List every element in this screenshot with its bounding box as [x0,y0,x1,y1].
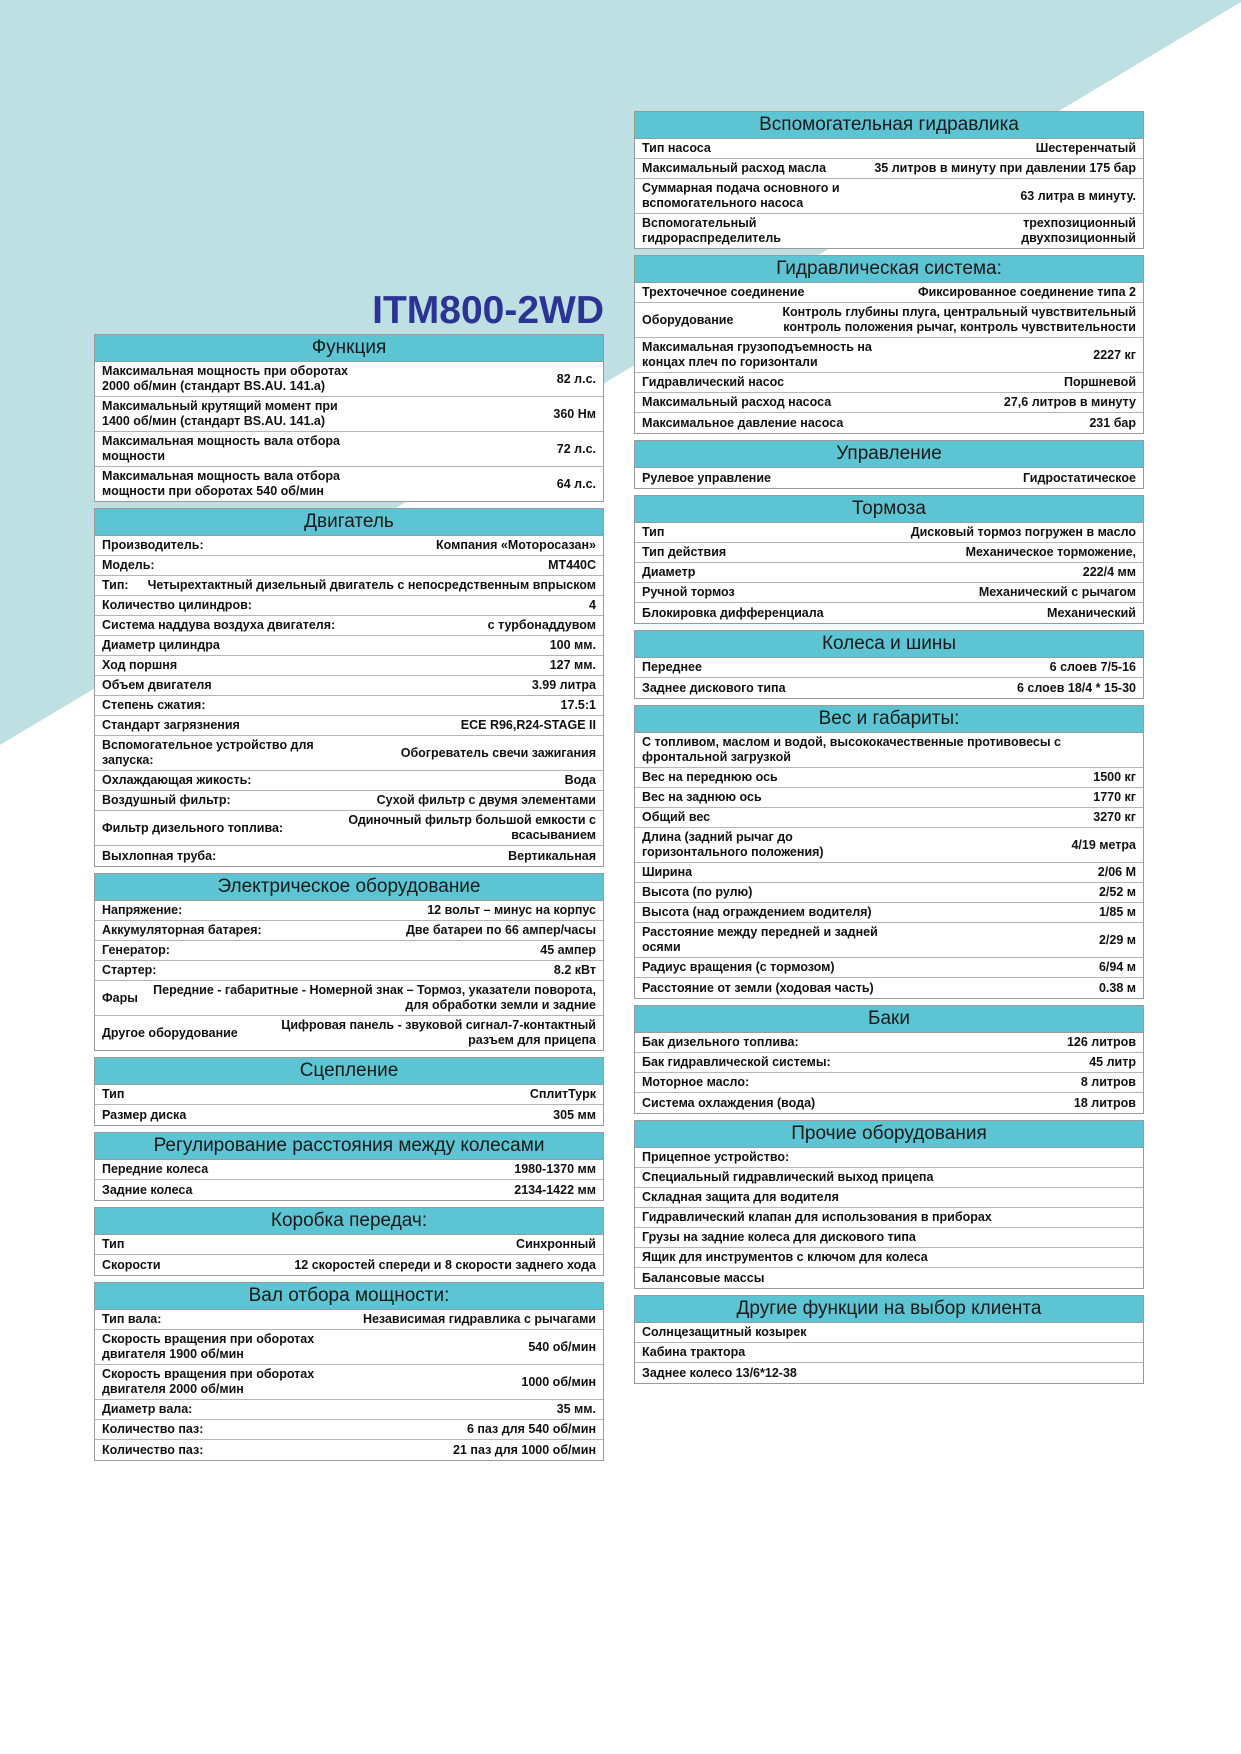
spec-label: Скорости [102,1257,161,1272]
spec-label: Тип [102,1087,125,1101]
spec-label: Тип [102,1237,125,1251]
spec-row [635,583,1143,603]
spec-label: Гидравлический насос [642,375,785,389]
spec-value: Компания «Моторосазан» [436,538,596,552]
spec-row [95,1105,603,1125]
spec-label: Система наддува воздуха двигателя: [102,618,336,632]
spec-label: Ящик для инструментов с ключом для колеса [642,1250,928,1264]
spec-value: 6 слоев 7/5-16 [1049,660,1136,674]
spec-row [95,736,603,771]
spec-row [635,903,1143,923]
spec-label: Охлаждающая жикость: [102,773,252,787]
spec-label: Максимальный расход масла [642,161,827,175]
spec-label: Максимальная мощность при оборотах 2000 об/мин (стандарт BS.AU. 141.a) [102,364,349,393]
spec-row [95,467,603,501]
section-title: Прочие оборудования [635,1121,1143,1148]
spec-row [635,393,1143,413]
spec-row [95,1330,603,1365]
spec-label: Суммарная подача основного и вспомогательного насоса [642,181,840,210]
spec-value: 6 слоев 18/4 * 15-30 [1016,680,1136,695]
spec-value: Синхронный [516,1237,596,1251]
spec-value: Механическое торможение, [965,545,1136,559]
section-title: Тормоза [635,496,1143,523]
spec-label: Количество цилиндров: [102,598,252,612]
spec-value: 3270 кг [1093,810,1136,824]
spec-row [635,1188,1143,1208]
spec-value: 27,6 литров в минуту [1003,395,1136,409]
spec-row [95,1016,603,1050]
spec-row [635,1323,1143,1343]
spec-row [95,1365,603,1400]
spec-row [95,846,603,866]
spec-label: Высота (над ограждением водителя) [642,905,872,919]
left-column [94,334,604,1467]
spec-label: Бак гидравлической системы: [642,1055,831,1069]
spec-label: Заднее колесо 13/6*12-38 [642,1365,797,1380]
spec-label: Максимальный крутящий момент при 1400 об/мин (стандарт BS.AU. 141.a) [102,399,338,428]
spec-value: Четырехтактный дизельный двигатель с непосредственным впрыском [147,578,596,592]
spec-label: Ход поршня [102,658,178,672]
spec-value: 2227 кг [1093,347,1136,362]
spec-value: Механический с рычагом [978,585,1136,599]
spec-value: 82 л.с. [556,371,596,386]
spec-value: Передние - габаритные - Номерной знак – Тормоз, указатели поворота, для обработки земли и задние [153,983,596,1012]
spec-label: Вес на переднюю ось [642,770,778,784]
spec-value: 45 литр [1089,1055,1136,1069]
spec-value: 126 литров [1066,1035,1136,1049]
spec-section [634,1295,1144,1384]
section-title: Гидравлическая система: [635,256,1143,283]
section-title: Управление [635,441,1143,468]
spec-row [635,923,1143,958]
spec-value: 2/52 м [1098,885,1136,899]
spec-row [635,1033,1143,1053]
spec-row [95,1440,603,1460]
spec-value: 127 мм. [549,658,596,672]
spec-row [95,981,603,1016]
spec-section [94,873,604,1051]
spec-label: Система охлаждения (вода) [642,1095,816,1110]
spec-label: Выхлопная труба: [102,848,217,863]
spec-row [95,1160,603,1180]
section-title: Электрическое оборудование [95,874,603,901]
spec-value: Шестеренчатый [1035,141,1136,155]
spec-label: Максимальное давление насоса [642,415,844,430]
section-title: Регулирование расстояния между колесами [95,1133,603,1160]
section-title: Сцепление [95,1058,603,1085]
spec-row [635,1228,1143,1248]
spec-label: Аккумуляторная батарея: [102,923,262,937]
spec-label: Рулевое управление [642,470,771,485]
spec-label: Воздушный фильтр: [102,793,231,807]
spec-value: ECE R96,R24-STAGE II [460,718,596,732]
spec-value: Сухой фильтр с двумя элементами [376,793,596,807]
spec-row [635,1208,1143,1228]
section-title: Функция [95,335,603,362]
spec-row [95,1420,603,1440]
spec-label: Стартер: [102,963,157,977]
spec-row [635,1168,1143,1188]
spec-value: Гидростатическое [1022,470,1136,485]
spec-label: Передние колеса [102,1162,209,1176]
spec-row [95,616,603,636]
spec-value: 12 вольт – минус на корпус [427,903,596,917]
spec-row [95,941,603,961]
spec-row [95,1235,603,1255]
spec-value: 2/29 м [1098,932,1136,947]
spec-row [95,556,603,576]
spec-row [635,338,1143,373]
spec-label: Задние колеса [102,1182,193,1197]
section-title: Другие функции на выбор клиента [635,1296,1143,1323]
spec-row [95,696,603,716]
section-title: Колеса и шины [635,631,1143,658]
section-title: Вал отбора мощности: [95,1283,603,1310]
spec-value: Фиксированное соединение типа 2 [917,285,1136,299]
spec-value: 45 ампер [540,943,596,957]
spec-label: Балансовые массы [642,1270,765,1285]
spec-value: 8.2 кВт [553,963,596,977]
spec-label: Прицепное устройство: [642,1150,790,1164]
spec-section [94,334,604,502]
section-title: Баки [635,1006,1143,1033]
spec-section [634,705,1144,999]
spec-row [95,362,603,397]
spec-value: 4 [589,598,596,612]
spec-value: Механический [1047,605,1136,620]
spec-label: Количество паз: [102,1422,204,1436]
spec-value: 360 Нм [553,406,596,421]
spec-label: Кабина трактора [642,1345,746,1359]
spec-label: Количество паз: [102,1442,204,1457]
spec-label: Радиус вращения (с тормозом) [642,960,835,974]
spec-value: 72 л.с. [556,441,596,456]
spec-section [634,440,1144,489]
spec-label: Максимальная мощность вала отбора мощности [102,434,340,463]
spec-label: Производитель: [102,538,204,552]
spec-row [635,1363,1143,1383]
spec-row [95,432,603,467]
spec-label: Максимальная мощность вала отбора мощности при оборотах 540 об/мин [102,469,340,498]
section-title: Двигатель [95,509,603,536]
spec-label: Напряжение: [102,903,183,917]
spec-row [635,1343,1143,1363]
spec-label: Тип действия [642,545,727,559]
spec-section [94,508,604,867]
spec-label: Вспомогательный гидрораспределитель [642,216,781,245]
spec-value: Вертикальная [508,848,596,863]
spec-row [95,811,603,846]
spec-label: Специальный гидравлический выход прицепа [642,1170,934,1184]
spec-label: Диаметр цилиндра [102,638,220,652]
spec-label: Длина (задний рычаг до горизонтального положения) [642,830,824,859]
spec-value: с турбонаддувом [487,618,596,632]
spec-value: 63 литра в минуту. [1020,188,1136,203]
spec-value: 3.99 литра [531,678,596,692]
spec-value: 21 паз для 1000 об/мин [453,1442,596,1457]
spec-label: Генератор: [102,943,170,957]
spec-row [635,413,1143,433]
spec-value: Поршневой [1063,375,1136,389]
spec-row [635,543,1143,563]
spec-row [95,901,603,921]
spec-label: Бак дизельного топлива: [642,1035,799,1049]
spec-row [95,656,603,676]
spec-label: Грузы на задние колеса для дискового типа [642,1230,916,1244]
spec-label: Тип [642,525,665,539]
spec-label: Общий вес [642,810,711,824]
spec-label: Тип вала: [102,1312,162,1326]
spec-value: Обогреватель свечи зажигания [400,745,596,760]
spec-row [95,636,603,656]
spec-row [635,658,1143,678]
spec-row [95,961,603,981]
spec-row [635,603,1143,623]
spec-label: Блокировка дифференциала [642,605,824,620]
spec-label: Размер диска [102,1107,187,1122]
spec-value: 8 литров [1080,1075,1136,1089]
spec-value: СплитТурк [529,1087,596,1101]
spec-row [95,397,603,432]
spec-label: Моторное масло: [642,1075,750,1089]
spec-row [635,1148,1143,1168]
spec-row [635,768,1143,788]
spec-label: Расстояние между передней и задней осями [642,925,878,954]
spec-row [635,1093,1143,1113]
spec-label: Гидравлический клапан для использования в приборах [642,1210,992,1224]
spec-label: С топливом, маслом и водой, высококачественные противовесы с фронтальной загрузкой [642,735,1061,764]
spec-row [635,788,1143,808]
spec-row [635,1073,1143,1093]
spec-label: Фильтр дизельного топлива: [102,820,284,835]
spec-value: 6/94 м [1098,960,1136,974]
spec-value: MT440C [548,558,596,572]
model-title: ITM800-2WD [372,289,604,332]
spec-value: 18 литров [1073,1095,1136,1110]
spec-row [635,808,1143,828]
spec-value: 222/4 мм [1082,565,1136,579]
spec-row [95,676,603,696]
spec-label: Тип насоса [642,141,711,155]
spec-row [95,1310,603,1330]
spec-section [94,1057,604,1126]
spec-value: 2134-1422 мм [514,1182,596,1197]
spec-row [95,771,603,791]
spec-value: трехпозиционный двухпозиционный [1021,216,1136,245]
spec-value: Вода [564,773,596,787]
spec-section [94,1207,604,1276]
spec-value: 1000 об/мин [521,1374,596,1389]
spec-row [635,563,1143,583]
spec-section [94,1282,604,1461]
spec-row [635,883,1143,903]
spec-row [635,179,1143,214]
spec-value: Независимая гидравлика с рычагами [362,1312,596,1326]
spec-section [634,1120,1144,1289]
spec-value: 1980-1370 мм [514,1162,596,1176]
spec-row [635,468,1143,488]
spec-label: Стандарт загрязнения [102,718,240,732]
spec-value: 6 паз для 540 об/мин [466,1422,596,1436]
spec-row [95,576,603,596]
spec-row [635,214,1143,248]
spec-row [635,139,1143,159]
spec-label: Ручной тормоз [642,585,735,599]
spec-section [94,1132,604,1201]
spec-value: Дисковый тормоз погружен в масло [910,525,1136,539]
spec-row [635,1053,1143,1073]
spec-value: 1770 кг [1093,790,1136,804]
section-title: Вес и габариты: [635,706,1143,733]
spec-row [95,1180,603,1200]
spec-value: 35 мм. [556,1402,596,1416]
spec-row [635,978,1143,998]
spec-value: 305 мм [553,1107,596,1122]
spec-section [634,630,1144,699]
spec-value: 100 мм. [549,638,596,652]
spec-label: Солнцезащитный козырек [642,1325,807,1339]
spec-label: Оборудование [642,312,734,327]
spec-section [634,255,1144,434]
spec-row [95,1085,603,1105]
spec-row [635,1248,1143,1268]
spec-section [634,495,1144,624]
right-column [634,111,1144,1390]
spec-label: Скорость вращения при оборотах двигателя 2000 об/мин [102,1367,315,1396]
spec-label: Заднее дискового типа [642,680,786,695]
spec-label: Объем двигателя [102,678,212,692]
spec-value: 4/19 метра [1071,837,1136,852]
spec-label: Трехточечное соединение [642,285,805,299]
spec-value: 0.38 м [1098,980,1136,995]
spec-label: Другое оборудование [102,1025,238,1040]
spec-value: 12 скоростей спереди и 8 скорости заднего хода [294,1257,596,1272]
spec-section [634,1005,1144,1114]
spec-value: Контроль глубины плуга, центральный чувствительный контроль положения рычаг, контроль чувствительности [782,305,1136,334]
spec-row [635,1268,1143,1288]
section-title: Вспомогательная гидравлика [635,112,1143,139]
spec-value: 1/85 м [1098,905,1136,919]
spec-row [635,863,1143,883]
spec-label: Тип: [102,578,129,592]
spec-row [635,733,1143,768]
spec-label: Переднее [642,660,702,674]
spec-value: 2/06 М [1097,865,1136,879]
spec-value: 35 литров в минуту при давлении 175 бар [874,161,1136,175]
spec-row [635,303,1143,338]
spec-label: Вес на заднюю ось [642,790,762,804]
spec-label: Расстояние от земли (ходовая часть) [642,980,874,995]
spec-value: 64 л.с. [556,476,596,491]
spec-value: 540 об/мин [528,1339,596,1354]
spec-label: Модель: [102,558,155,572]
spec-row [635,159,1143,179]
spec-value: Одиночный фильтр большой емкости с всасыванием [348,813,596,842]
spec-row [95,791,603,811]
spec-row [635,283,1143,303]
spec-label: Складная защита для водителя [642,1190,839,1204]
spec-row [95,716,603,736]
spec-section [634,111,1144,249]
spec-value: 17.5:1 [560,698,596,712]
spec-row [95,536,603,556]
spec-row [95,1255,603,1275]
spec-label: Диаметр вала: [102,1402,193,1416]
spec-row [635,373,1143,393]
spec-label: Фары [102,990,138,1005]
spec-value: 1500 кг [1093,770,1136,784]
spec-value: Цифровая панель - звуковой сигнал-7-контактный разъем для прицепа [281,1018,596,1047]
spec-label: Вспомогательное устройство для запуска: [102,738,314,767]
spec-value: Две батареи по 66 ампер/часы [405,923,596,937]
spec-label: Максимальная грузоподъемность на концах плеч по горизонтали [642,340,872,369]
spec-value: 231 бар [1089,415,1136,430]
spec-label: Скорость вращения при оборотах двигателя 1900 об/мин [102,1332,315,1361]
spec-label: Диаметр [642,565,696,579]
spec-row [635,678,1143,698]
section-title: Коробка передач: [95,1208,603,1235]
spec-label: Максимальный расход насоса [642,395,832,409]
spec-label: Высота (по рулю) [642,885,753,899]
spec-row [95,1400,603,1420]
spec-label: Степень сжатия: [102,698,206,712]
spec-row [635,958,1143,978]
spec-row [95,596,603,616]
spec-label: Ширина [642,865,693,879]
spec-row [635,828,1143,863]
spec-row [95,921,603,941]
spec-row [635,523,1143,543]
